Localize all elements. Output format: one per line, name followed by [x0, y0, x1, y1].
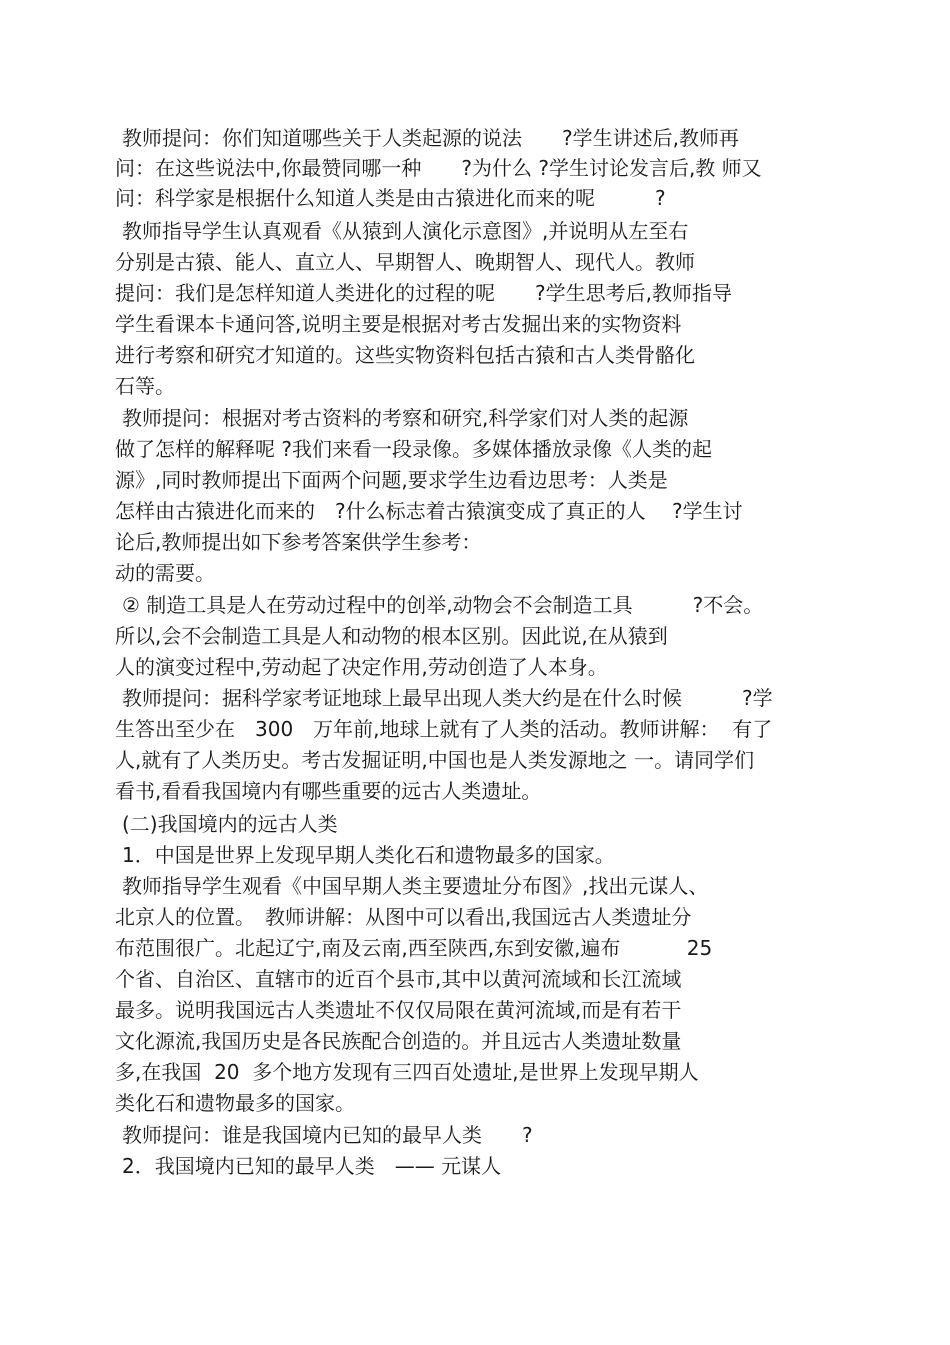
text-line: 问：科学家是根据什么知道人类是由古猿进化而来的呢 ?	[115, 186, 666, 210]
text-line: 教师提问：据科学家考证地球上最早出现人类大约是在什么时候 ?学	[122, 686, 773, 710]
text-line: 文化源流,我国历史是各民族配合创造的。并且远古人类遗址数量	[115, 1029, 682, 1053]
text-line: 分别是古猿、能人、直立人、早期智人、晚期智人、现代人。教师	[115, 250, 695, 274]
text-line: 提问：我们是怎样知道人类进化的过程的呢 ?学生思考后,教师指导	[115, 281, 732, 305]
text-line: 石等。	[115, 374, 175, 398]
text-line: 人的演变过程中,劳动起了决定作用,劳动创造了人本身。	[115, 655, 608, 679]
text-line: 教师提问：根据对考古资料的考察和研究,科学家们对人类的起源	[122, 406, 689, 430]
text-line: 论后,教师提出如下参考答案供学生参考：	[115, 530, 482, 554]
text-line: 学生看课本卡通问答,说明主要是根据对考古发掘出来的实物资料	[115, 312, 682, 336]
text-line: 生答出至少在 300 万年前,地球上就有了人类的活动。教师讲解： 有了	[115, 717, 773, 741]
text-line: 看书,看看我国境内有哪些重要的远古人类遗址。	[115, 779, 542, 803]
text-line: 做了怎样的解释呢 ?我们来看一段录像。多媒体播放录像《人类的起	[115, 437, 712, 461]
text-line: 怎样由古猿进化而来的 ?什么标志着古猿演变成了真正的人 ?学生讨	[115, 499, 743, 523]
text-line: 教师指导学生观看《中国早期人类主要遗址分布图》,找出元谋人、	[122, 874, 709, 898]
text-line: ② 制造工具是人在劳动过程中的创举,动物会不会制造工具 ?不会。	[122, 593, 764, 617]
section-heading: (二)我国境内的远古人类	[122, 812, 338, 836]
text-line: 源》,同时教师提出下面两个问题,要求学生边看边思考：人类是	[115, 468, 668, 492]
text-line: 北京人的位置。 教师讲解：从图中可以看出,我国远古人类遗址分	[115, 905, 692, 929]
text-line: 动的需要。	[115, 561, 215, 585]
text-line: 个省、自治区、直辖市的近百个县市,其中以黄河流域和长江流域	[115, 967, 682, 991]
text-line: 布范围很广。北起辽宁,南及云南,西至陕西,东到安徽,遍布 25	[115, 936, 713, 960]
text-line: 多,在我国 20 多个地方发现有三四百处遗址,是世界上发现早期人	[115, 1060, 699, 1084]
text-line: 教师指导学生认真观看《从猿到人演化示意图》,并说明从左至右	[122, 219, 689, 243]
text-line: 最多。说明我国远古人类遗址不仅仅局限在黄河流域,而是有若干	[115, 998, 682, 1022]
text-line: 所以,会不会制造工具是人和动物的根本区别。因此说,在从猿到	[115, 624, 668, 648]
numbered-heading: 1．中国是世界上发现早期人类化石和遗物最多的国家。	[122, 843, 615, 867]
text-line: 进行考察和研究才知道的。这些实物资料包括古猿和古人类骨骼化	[115, 343, 695, 367]
text-line: 问：在这些说法中,你最赞同哪一种 ?为什么 ?学生讨论发言后,教 师又	[115, 156, 762, 180]
text-line: 教师提问：谁是我国境内已知的最早人类 ?	[122, 1123, 533, 1147]
text-line: 教师提问：你们知道哪些关于人类起源的说法 ?学生讲述后,教师再	[122, 126, 739, 150]
text-line: 类化石和遗物最多的国家。	[115, 1091, 355, 1115]
numbered-heading: 2．我国境内已知的最早人类 —— 元谋人	[122, 1154, 502, 1178]
text-line: 人,就有了人类历史。考古发掘证明,中国也是人类发源地之 一。请同学们	[115, 748, 755, 772]
